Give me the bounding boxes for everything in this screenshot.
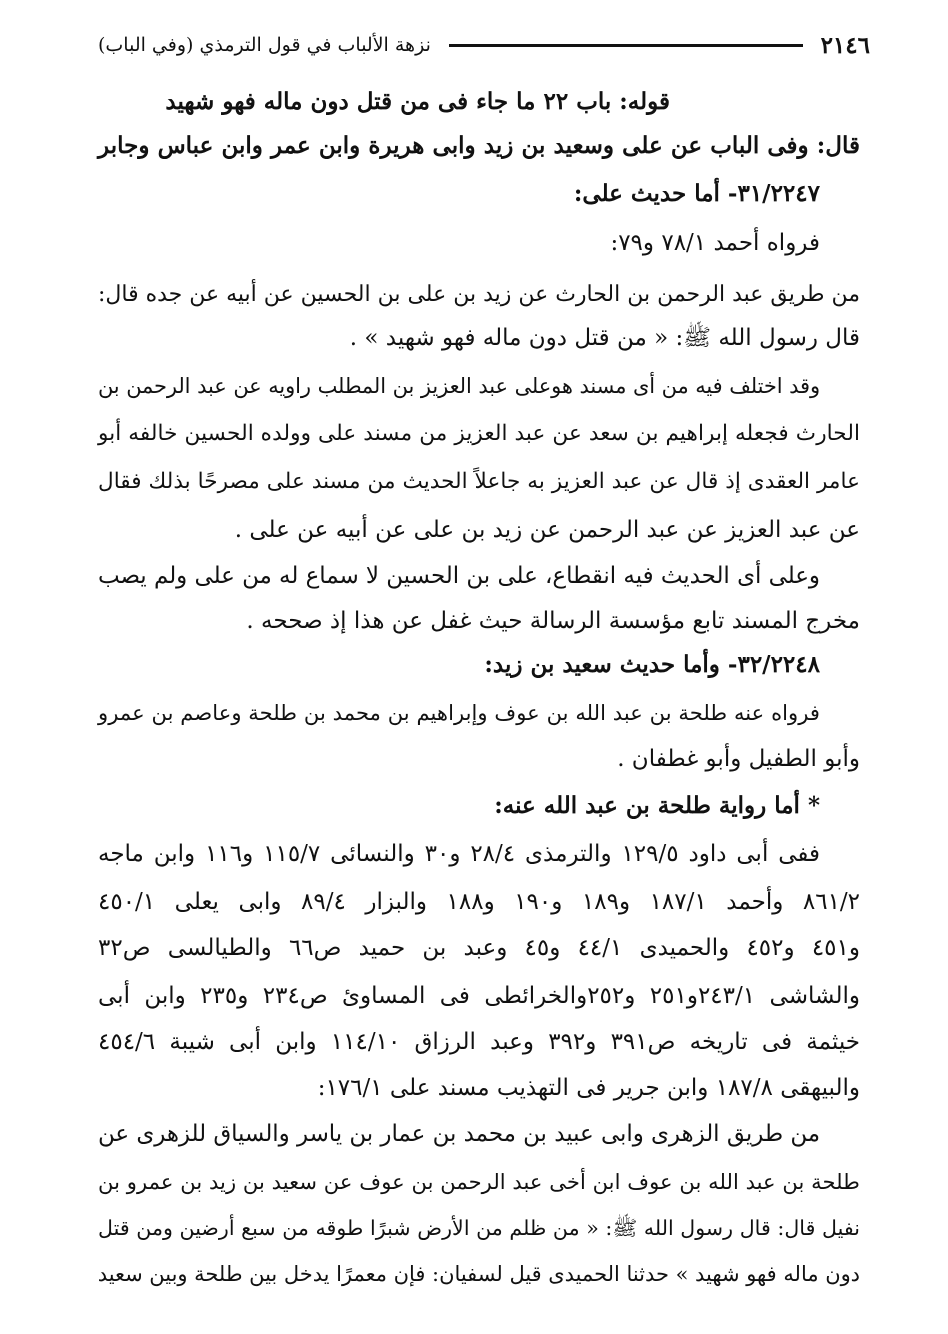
text-line: وعلى أى الحديث فيه انقطاع، على بن الحسين لا سماع له من على ولم يصب [97,563,820,589]
text-line: مخرج المسند تابع مؤسسة الرسالة حيث غفل عن هذا إذ صححه . [246,608,860,634]
text-line: فرواه عنه طلحة بن عبد الله بن عوف وإبراهيم بن محمد بن طلحة وعاصم بن عمرو [98,700,820,725]
text-line: ٨٦١/٢ وأحمد ١٨٧/١ و١٨٩ و١٩٠ و١٨٨ والبزار ٨٩/٤ وابى يعلى ٤٥٠/١ [98,889,861,915]
text-line: و٤٥١ و٤٥٢ والحميدى ٤٤/١ و٤٥ وعبد بن حميد ص٦٦ والطيالسى ص٣٢ [98,935,860,961]
text-line: ٣٢/٢٢٤٨- وأما حديث سعيد بن زيد: [484,651,820,678]
text-line: قوله: باب ٢٢ ما جاء فى من قتل دون ماله فهو شهيد [165,88,670,115]
page-header [98,28,870,62]
text-line: والبيهقى ١٨٧/٨ وابن جرير فى التهذيب مسند على ١٧٦/١: [317,1075,860,1101]
text-line: خيثمة فى تاريخه ص٣٩١ و٣٩٢ وعبد الرزاق ١١٤/١٠ وابن أبى شيبة ٤٥٤/٦ [98,1029,860,1055]
text-line: ٣١/٢٢٤٧- أما حديث على: [573,180,820,207]
text-line: وقد اختلف فيه من أى مسند هوعلى عبد العزيز بن المطلب راويه عن عبد الرحمن بن [98,374,820,398]
text-line: من طريق عبد الرحمن بن الحارث عن زيد بن على بن الحسين عن أبيه عن جده قال: [98,282,860,307]
text-line: من طريق الزهرى وابى عبيد بن محمد بن عمار بن ياسر والسياق للزهرى عن [98,1121,820,1147]
page-number: ٢١٤٦ [820,31,870,59]
text-line: طلحة بن عبد الله بن عوف ابن أخى عبد الرحمن بن عوف عن سعيد بن زيد بن عمرو بن [98,1169,860,1194]
text-line: عامر العقدى إذ قال عن عبد العزيز به جاعلاً الحديث من مسند على مصرحًا بذلك فقال [98,469,860,494]
text-line: عن عبد العزيز عن عبد الرحمن عن زيد بن على عن أبيه عن على . [234,517,860,543]
text-line: ففى أبى داود ١٢٩/٥ والترمذى ٢٨/٤ و٣٠ والنسائى ١١٥/٧ و١١٦ وابن ماجه [98,841,821,867]
running-title: نزهة الألباب في قول الترمذي (وفي الباب) [98,34,431,56]
text-line: قال رسول الله ﷺ: « من قتل دون ماله فهو شهيد » . [349,325,860,351]
text-line: وأبو الطفيل وأبو غطفان . [617,746,860,772]
text-line: قال: وفى الباب عن على وسعيد بن زيد وابى هريرة وابن عمر وابن عباس وجابر [98,132,860,159]
text-line: دون ماله فهو شهيد » حدثنا الحميدى قيل لسفيان: فإن معمرًا يدخل بين طلحة وبين سعيد [97,1262,860,1286]
text-line: والشاشى ٢٤٣/١و٢٥١ و٢٥٢والخرائطى فى المساوئ ص٢٣٤ و٢٣٥ وابن أبى [98,983,860,1009]
header-rule [449,44,803,47]
text-line: نفيل قال: قال رسول الله ﷺ: « من ظلم من الأرض شبرًا طوقه من سبع أرضين ومن قتل [98,1216,860,1240]
text-line: فرواه أحمد ٧٨/١ و٧٩: [610,230,820,256]
text-line: الحارث فجعله إبراهيم بن سعد عن عبد العزيز من مسند على وولده الحسين خالفه أبو [98,421,860,446]
text-line: * أما رواية طلحة بن عبد الله عنه: [494,792,820,819]
